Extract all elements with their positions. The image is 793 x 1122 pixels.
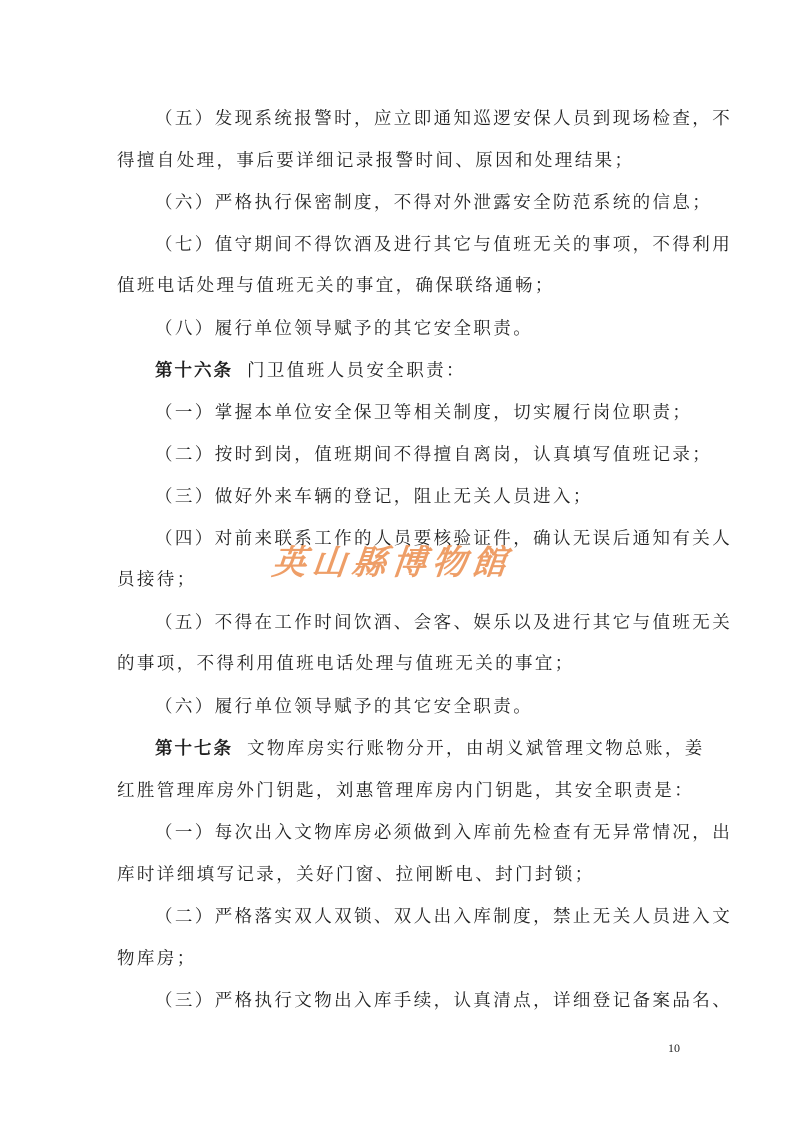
article-17-line xyxy=(155,738,705,760)
text-line: 值班电话处理与值班无关的事宜，确保联络通畅； xyxy=(117,276,555,296)
text-line: （六）严格执行保密制度，不得对外泄露安全防范系统的信息； xyxy=(155,193,713,213)
article-16-text: 门卫值班人员安全职责： xyxy=(247,361,466,381)
text-line: （二）严格落实双人双锁、双人出入库制度，禁止无关人员进入文 xyxy=(155,907,733,927)
text-line: 得擅自处理，事后要详细记录报警时间、原因和处理结果； xyxy=(117,151,635,171)
article-16-line xyxy=(155,360,466,382)
article-17-heading: 第十七条 xyxy=(155,739,233,759)
text-line: （八）履行单位领导赋予的其它安全职责。 xyxy=(155,319,534,339)
museum-watermark: 英山縣博物館 xyxy=(269,543,515,583)
text-line: 库时详细填写记录，关好门窗、拉闸断电、封门封锁； xyxy=(117,865,595,885)
text-line: （四）对前来联系工作的人员要核验证件，确认无误后通知有关人 xyxy=(155,529,733,549)
text-line: （二）按时到岗，值班期间不得擅自离岗，认真填写值班记录； xyxy=(155,445,713,465)
text-line: （三）严格执行文物出入库手续，认真清点，详细登记备案品名、 xyxy=(155,991,733,1011)
text-line: （一）掌握本单位安全保卫等相关制度，切实履行岗位职责； xyxy=(155,403,693,423)
text-line: 红胜管理库房外门钥匙，刘惠管理库房内门钥匙，其安全职责是： xyxy=(117,781,695,801)
text-line: （五）不得在工作时间饮酒、会客、娱乐以及进行其它与值班无关 xyxy=(155,613,733,633)
text-line: （七）值守期间不得饮酒及进行其它与值班无关的事项，不得利用 xyxy=(155,235,733,255)
page-number: 10 xyxy=(668,1041,680,1055)
text-line: （三）做好外来车辆的登记，阻止无关人员进入； xyxy=(155,487,593,507)
text-line: （六）履行单位领导赋予的其它安全职责。 xyxy=(155,697,534,717)
text-line: 的事项，不得利用值班电话处理与值班无关的事宜； xyxy=(117,654,575,674)
text-line: 物库房； xyxy=(117,949,197,969)
article-16-heading: 第十六条 xyxy=(155,361,233,381)
article-17-text: 文物库房实行账物分开，由胡义斌管理文物总账，姜 xyxy=(247,739,705,759)
text-line: 员接待； xyxy=(117,570,197,590)
text-line: （一）每次出入文物库房必须做到入库前先检查有无异常情况，出 xyxy=(155,823,733,843)
text-line: （五）发现系统报警时，应立即通知巡逻安保人员到现场检查，不 xyxy=(155,109,733,129)
